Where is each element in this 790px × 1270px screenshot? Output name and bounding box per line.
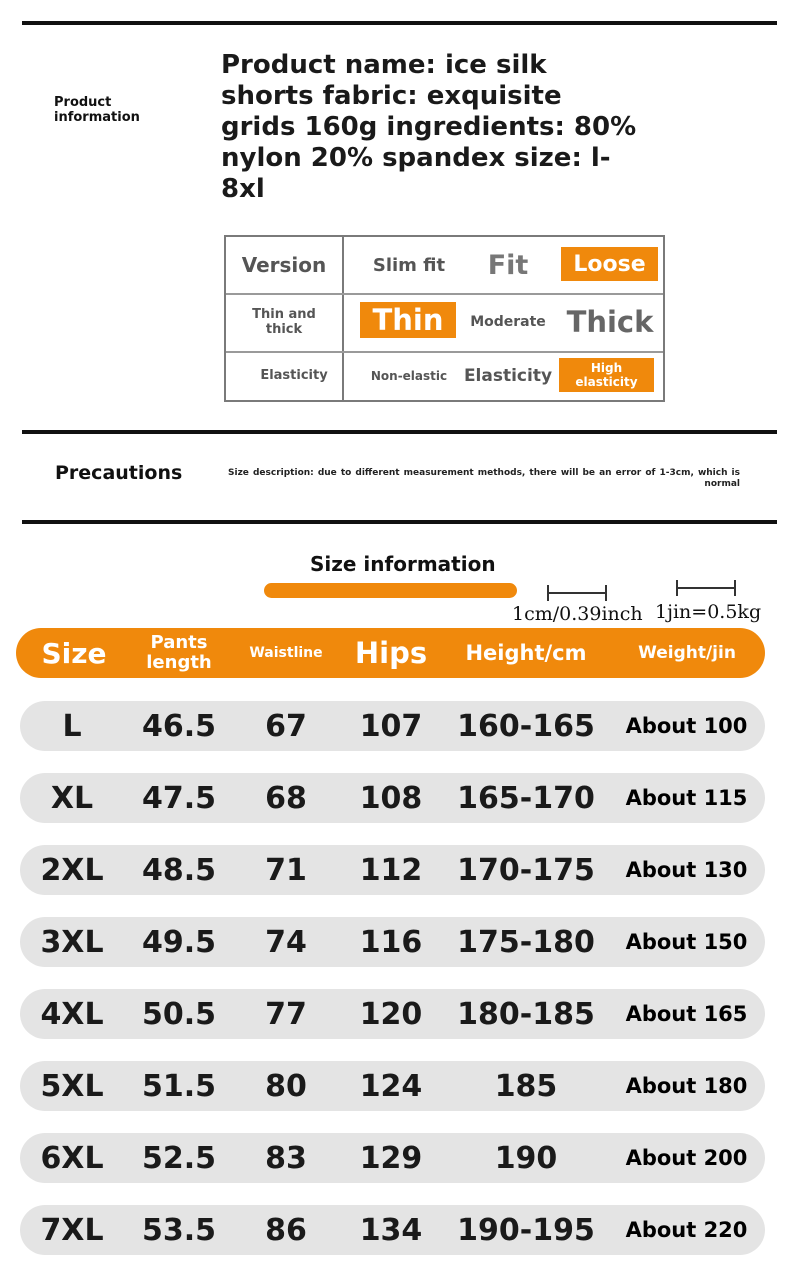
header-weight: Weight/jin — [638, 643, 736, 663]
row-size: 7XL — [40, 1212, 104, 1248]
row-waistline: 67 — [265, 708, 307, 744]
jin-scale-text: 1jin=0.5kg — [655, 601, 762, 623]
header-size: Size — [41, 636, 107, 670]
size-info-title: Size information — [310, 552, 496, 576]
size-table-header — [16, 628, 765, 678]
header-pants-length: Pants length — [146, 632, 212, 673]
row-height: 180-185 — [457, 996, 595, 1032]
header-waistline: Waistline — [249, 645, 323, 661]
attribute-option-selected: Loose — [561, 247, 658, 281]
row-hips: 129 — [359, 1140, 423, 1176]
top-divider — [22, 21, 777, 25]
attribute-option-selected: Thin — [360, 302, 456, 338]
size-table-row — [20, 701, 765, 751]
size-table-row — [20, 845, 765, 895]
row-size: 5XL — [40, 1068, 104, 1104]
size-table-row — [20, 917, 765, 967]
attribute-row-thickness — [226, 293, 663, 353]
row-hips: 134 — [359, 1212, 423, 1248]
row-hips: 112 — [359, 852, 423, 888]
precautions-label: Precautions — [55, 462, 183, 484]
section-divider — [22, 520, 777, 524]
attribute-option: Slim fit — [372, 254, 446, 276]
attribute-option: Fit — [487, 249, 529, 281]
row-weight: About 200 — [625, 1146, 748, 1170]
attribute-row-elasticity — [226, 351, 663, 400]
size-table-row — [20, 773, 765, 823]
cm-scale-icon — [547, 585, 607, 601]
row-height: 170-175 — [457, 852, 595, 888]
row-waistline: 74 — [265, 924, 307, 960]
row-height: 175-180 — [457, 924, 595, 960]
row-pants-length: 53.5 — [141, 1212, 217, 1248]
attribute-option: Thick — [566, 305, 654, 339]
size-table-row — [20, 989, 765, 1039]
row-waistline: 71 — [265, 852, 307, 888]
row-height: 190-195 — [457, 1212, 595, 1248]
row-size: 6XL — [40, 1140, 104, 1176]
product-info-text: Product name: ice silk shorts fabric: exquisite grids 160g ingredients: 80% nylon 20% spandex size: l-8xl — [221, 50, 637, 204]
row-hips: 107 — [359, 708, 423, 744]
row-hips: 120 — [359, 996, 423, 1032]
product-info-label: Product information — [54, 95, 140, 125]
row-height: 160-165 — [457, 708, 595, 744]
row-weight: About 180 — [625, 1074, 748, 1098]
section-divider — [22, 430, 777, 434]
attribute-row-version — [226, 237, 663, 295]
row-pants-length: 49.5 — [141, 924, 217, 960]
jin-scale-icon — [676, 580, 736, 596]
row-hips: 124 — [359, 1068, 423, 1104]
row-size: 4XL — [40, 996, 104, 1032]
size-table-row — [20, 1205, 765, 1255]
row-pants-length: 48.5 — [141, 852, 217, 888]
row-hips: 108 — [359, 780, 423, 816]
precautions-text: Size description: due to different measurement methods, there will be an error of 1-3cm, which is normal — [228, 468, 740, 489]
size-table-row — [20, 1061, 765, 1111]
row-pants-length: 50.5 — [141, 996, 217, 1032]
attribute-option: Non-elastic — [370, 368, 448, 383]
row-weight: About 220 — [625, 1218, 748, 1242]
header-height: Height/cm — [465, 641, 587, 665]
attribute-option: Moderate — [470, 314, 546, 330]
row-height: 185 — [494, 1068, 558, 1104]
attribute-table — [224, 235, 665, 402]
cm-scale-text: 1cm/0.39inch — [512, 603, 643, 625]
row-waistline: 68 — [265, 780, 307, 816]
row-weight: About 130 — [625, 858, 748, 882]
attribute-label: Version — [241, 253, 327, 277]
attribute-option: Elasticity — [463, 365, 553, 386]
attribute-label: Elasticity — [260, 368, 328, 383]
size-table-row — [20, 1133, 765, 1183]
row-pants-length: 46.5 — [141, 708, 217, 744]
attribute-option-selected: High elasticity — [559, 358, 654, 392]
row-size: 2XL — [40, 852, 104, 888]
title-underline-bar — [264, 583, 517, 598]
row-height: 190 — [494, 1140, 558, 1176]
row-size: XL — [50, 780, 94, 816]
row-waistline: 86 — [265, 1212, 307, 1248]
row-pants-length: 52.5 — [141, 1140, 217, 1176]
attribute-label: Thin and thick — [252, 307, 316, 337]
row-size: L — [62, 708, 82, 744]
row-weight: About 165 — [625, 1002, 748, 1026]
row-weight: About 150 — [625, 930, 748, 954]
row-waistline: 77 — [265, 996, 307, 1032]
row-pants-length: 51.5 — [141, 1068, 217, 1104]
row-waistline: 80 — [265, 1068, 307, 1104]
row-waistline: 83 — [265, 1140, 307, 1176]
row-pants-length: 47.5 — [141, 780, 217, 816]
row-hips: 116 — [359, 924, 423, 960]
header-hips: Hips — [354, 636, 428, 670]
row-weight: About 100 — [625, 714, 748, 738]
row-height: 165-170 — [457, 780, 595, 816]
row-weight: About 115 — [625, 786, 748, 810]
row-size: 3XL — [40, 924, 104, 960]
